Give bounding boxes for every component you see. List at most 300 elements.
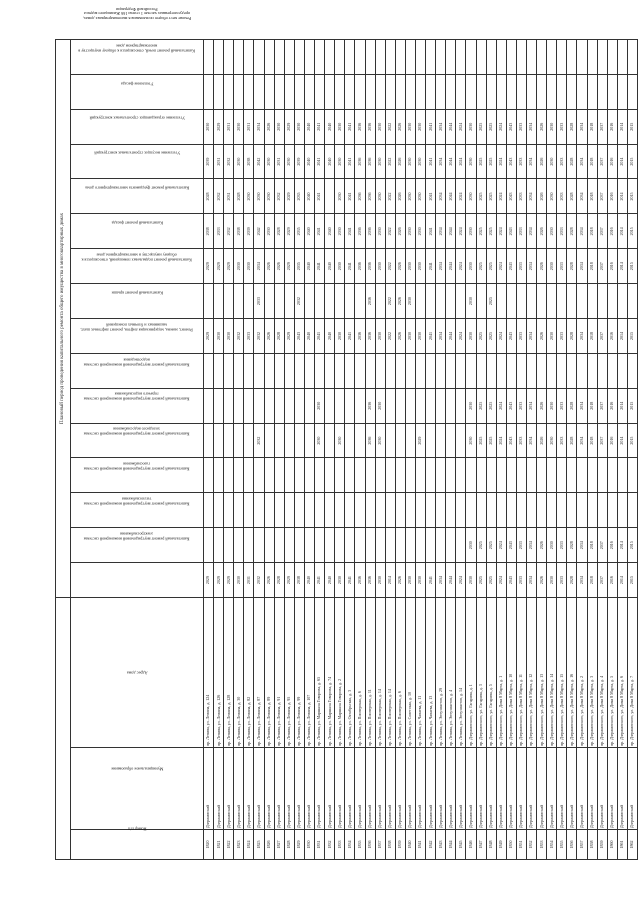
row-work-year: 2043 [506, 179, 516, 214]
row-work-year: 2026 [395, 109, 405, 144]
row-work-year [294, 458, 304, 493]
row-work-year [577, 74, 587, 109]
row-work-year [264, 39, 274, 74]
row-work-year [476, 39, 486, 74]
row-work-year [486, 458, 496, 493]
table-row [274, 39, 284, 859]
row-municipality: Дзержинский [567, 748, 577, 830]
row-number: 1845 [456, 830, 466, 860]
row-work-year [294, 388, 304, 423]
row-work-year [436, 388, 446, 423]
row-work-year: 2041 [426, 144, 436, 179]
row-work-year: 2030 [335, 179, 345, 214]
row-work-year [365, 493, 375, 528]
table-row [527, 39, 537, 859]
table-row [405, 39, 415, 859]
row-number: 1854 [547, 830, 557, 860]
row-work-year [304, 39, 314, 74]
row-work-year: 2035 [294, 179, 304, 214]
row-address: пр. Ленина, ул. Октябрьская, д. 3 [345, 598, 355, 748]
row-work-year: 2034 [577, 109, 587, 144]
row-work-year [294, 353, 304, 388]
table-row [627, 39, 637, 859]
row-work-year: 2034 [577, 144, 587, 179]
row-municipality: Дзержинский [355, 748, 365, 830]
row-work-year: 2041 [315, 563, 325, 598]
row-work-year [345, 353, 355, 388]
row-work-year [204, 284, 214, 319]
row-work-year [325, 423, 335, 458]
row-work-year: 2026 [537, 214, 547, 249]
row-work-year [426, 423, 436, 458]
table-title: Плановый период проведения капитального ремонта общего имущества в многоквартирных домах [56, 39, 71, 597]
row-work-year [244, 528, 254, 563]
row-work-year [325, 284, 335, 319]
row-work-year [426, 528, 436, 563]
row-work-year [274, 74, 284, 109]
row-work-year: 2030 [264, 179, 274, 214]
row-work-year: 2036 [355, 319, 365, 354]
row-work-year: 2029 [284, 179, 294, 214]
row-work-year: 2018 [587, 249, 597, 284]
row-work-year [597, 458, 607, 493]
row-address: пр. Ленина, ул. Маршала Говорова, д. 65 [315, 598, 325, 748]
row-work-year: 2030 [284, 144, 294, 179]
row-municipality: Дзержинский [335, 748, 345, 830]
row-work-year: 2031 [214, 144, 224, 179]
row-work-year: 2018 [587, 179, 597, 214]
row-work-year: 2033 [516, 388, 526, 423]
row-work-year: 2026 [264, 249, 274, 284]
row-work-year: 2037 [597, 249, 607, 284]
row-work-year: 2038 [234, 214, 244, 249]
row-work-year [224, 353, 234, 388]
row-work-year [224, 39, 234, 74]
row-work-year [466, 458, 476, 493]
row-work-year: 2024 [496, 423, 506, 458]
row-work-year: 2026 [395, 249, 405, 284]
row-work-year: 2022 [385, 179, 395, 214]
row-work-year: 2030 [234, 249, 244, 284]
row-work-year: 2036 [365, 284, 375, 319]
row-number: 1820 [204, 830, 214, 860]
row-work-year [304, 458, 314, 493]
row-work-year: 2029 [284, 214, 294, 249]
table-row [496, 39, 506, 859]
row-address: пр. Ленина, ул. Маршала Говорова, д. 2 [335, 598, 345, 748]
row-work-year: 2028 [567, 249, 577, 284]
row-work-year: 2024 [496, 388, 506, 423]
row-municipality: Дзержинский [375, 748, 385, 830]
row-number: 1862 [627, 830, 637, 860]
row-work-year: 2030 [547, 179, 557, 214]
row-work-year: 2043 [506, 563, 516, 598]
row-work-year [557, 284, 567, 319]
row-work-year: 2028 [567, 109, 577, 144]
row-work-year: 2041 [315, 249, 325, 284]
row-work-year: 2033 [244, 319, 254, 354]
row-work-year [607, 284, 617, 319]
row-work-year: 2026 [537, 109, 547, 144]
row-work-year: 2018 [587, 563, 597, 598]
row-work-year [274, 284, 284, 319]
row-number: 1826 [264, 830, 274, 860]
row-work-year [284, 388, 294, 423]
row-work-year: 2025 [486, 179, 496, 214]
row-work-year: 2041 [426, 319, 436, 354]
row-work-year: 2037 [597, 109, 607, 144]
row-work-year: 2033 [516, 423, 526, 458]
row-work-year [244, 423, 254, 458]
row-number: 1860 [607, 830, 617, 860]
row-work-year: 2034 [436, 249, 446, 284]
row-work-year: 2038 [204, 214, 214, 249]
table-row [224, 39, 234, 859]
row-number: 1842 [426, 830, 436, 860]
header-work-label: Капитальный ремонт внутридомовой инженерной системы теплоснабжения [84, 497, 190, 507]
row-work-year [446, 528, 456, 563]
row-work-year [254, 353, 264, 388]
row-work-year [506, 284, 516, 319]
row-work-year [355, 39, 365, 74]
row-municipality: Дзержинский [345, 748, 355, 830]
row-work-year [365, 528, 375, 563]
row-work-year: 2033 [516, 109, 526, 144]
row-work-year: 2033 [516, 144, 526, 179]
row-address: пр. Дзержинского, ул. Дома 8 Марта, д. 7 [627, 598, 637, 748]
row-work-year [224, 388, 234, 423]
row-work-year: 2040 [304, 563, 314, 598]
row-work-year [405, 493, 415, 528]
row-work-year: 2041 [315, 144, 325, 179]
row-work-year [617, 39, 627, 74]
row-number: 1855 [557, 830, 567, 860]
row-work-year [587, 284, 597, 319]
row-municipality: Дзержинский [395, 748, 405, 830]
row-work-year [284, 458, 294, 493]
row-work-year [294, 493, 304, 528]
row-work-year [244, 39, 254, 74]
row-work-year [456, 388, 466, 423]
row-work-year [254, 388, 264, 423]
row-work-year [385, 74, 395, 109]
row-work-year: 2015 [627, 214, 637, 249]
row-municipality: Дзержинский [516, 748, 526, 830]
row-work-year [607, 74, 617, 109]
row-work-year [345, 74, 355, 109]
row-work-year [415, 493, 425, 528]
header-work-label: Ремонт мест общего пользования в многоквартирных домах, предусмотренных частью 1 статьи 166 Жилищного кодекса Российской Федерации [82, 6, 192, 21]
row-work-year: 2030 [415, 563, 425, 598]
row-work-year [355, 458, 365, 493]
row-work-year: 2030 [405, 214, 415, 249]
row-work-year [415, 284, 425, 319]
row-work-year [456, 423, 466, 458]
row-work-year: 2028 [567, 319, 577, 354]
row-work-year [466, 39, 476, 74]
row-work-year: 2024 [496, 249, 506, 284]
row-work-year [345, 458, 355, 493]
row-number: 1852 [527, 830, 537, 860]
header-work-label: Капитальный ремонт внутридомовой инженерной системы горячего водоснабжения [84, 392, 190, 403]
row-number: 1831 [315, 830, 325, 860]
row-work-year [436, 423, 446, 458]
row-work-year: 2029 [224, 249, 234, 284]
row-work-year [335, 388, 345, 423]
row-work-year: 2016 [607, 144, 617, 179]
row-work-year [395, 493, 405, 528]
row-work-year [627, 353, 637, 388]
row-work-year: 2030 [466, 109, 476, 144]
row-work-year: 2044 [446, 249, 456, 284]
row-municipality: Дзержинский [537, 748, 547, 830]
row-work-year: 2030 [466, 144, 476, 179]
row-work-year [516, 458, 526, 493]
row-number: 1834 [345, 830, 355, 860]
row-work-year [597, 284, 607, 319]
row-work-year: 2030 [415, 179, 425, 214]
row-work-year: 2030 [274, 109, 284, 144]
row-number: 1838 [385, 830, 395, 860]
row-work-year [204, 423, 214, 458]
row-work-year [264, 493, 274, 528]
row-work-year: 2025 [476, 528, 486, 563]
row-work-year [486, 39, 496, 74]
row-work-year: 2026 [264, 563, 274, 598]
row-work-year: 2033 [557, 214, 567, 249]
row-work-year [294, 528, 304, 563]
row-work-year: 2015 [627, 528, 637, 563]
row-work-year [234, 39, 244, 74]
row-work-year [496, 39, 506, 74]
row-work-year: 2029 [204, 563, 214, 598]
row-work-year [224, 528, 234, 563]
row-work-year [415, 353, 425, 388]
row-address: пр. Ленина, ул. Пионерская, д. 14 [385, 598, 395, 748]
row-work-year [264, 388, 274, 423]
row-municipality: Дзержинский [476, 748, 486, 830]
row-work-year [506, 74, 516, 109]
row-work-year [476, 284, 486, 319]
row-work-year [436, 284, 446, 319]
row-work-year: 2026 [537, 423, 547, 458]
row-work-year [264, 353, 274, 388]
row-work-year [254, 493, 264, 528]
row-work-year [527, 493, 537, 528]
row-work-year [345, 423, 355, 458]
row-work-year: 2032 [254, 563, 264, 598]
row-number: 1858 [587, 830, 597, 860]
row-work-year: 2014 [617, 249, 627, 284]
row-work-year: 2036 [365, 388, 375, 423]
row-work-year: 2039 [294, 144, 304, 179]
row-work-year [315, 74, 325, 109]
row-work-year: 2034 [527, 563, 537, 598]
row-work-year [587, 458, 597, 493]
row-work-year: 2026 [264, 319, 274, 354]
row-work-year [315, 353, 325, 388]
row-work-year: 2030 [224, 319, 234, 354]
row-work-year [496, 458, 506, 493]
row-work-year: 2030 [234, 109, 244, 144]
row-work-year: 2025 [476, 563, 486, 598]
row-work-year [476, 74, 486, 109]
row-work-year [234, 423, 244, 458]
table-row [557, 39, 567, 859]
row-address: пр. Ленина, ул. Ленина, д. 128 [224, 598, 234, 748]
row-work-year: 2024 [496, 109, 506, 144]
row-work-year: 2014 [617, 563, 627, 598]
row-work-year [617, 74, 627, 109]
row-work-year: 2030 [415, 109, 425, 144]
row-number: 1840 [405, 830, 415, 860]
row-work-year: 2025 [476, 319, 486, 354]
row-work-year: 2025 [476, 144, 486, 179]
row-municipality: Дзержинский [325, 748, 335, 830]
row-work-year: 2026 [395, 563, 405, 598]
row-work-year: 2030 [415, 214, 425, 249]
row-work-year [325, 458, 335, 493]
row-work-year [214, 528, 224, 563]
row-work-year: 2016 [607, 214, 617, 249]
row-work-year [264, 423, 274, 458]
row-work-year [415, 458, 425, 493]
row-work-year: 2016 [607, 109, 617, 144]
table-row [436, 39, 446, 859]
row-work-year: 2014 [617, 144, 627, 179]
row-work-year [224, 74, 234, 109]
row-municipality: Дзержинский [426, 748, 436, 830]
row-number: 1846 [466, 830, 476, 860]
row-work-year [506, 353, 516, 388]
row-work-year: 2014 [617, 179, 627, 214]
row-work-year: 2028 [567, 423, 577, 458]
row-work-year: 2030 [375, 179, 385, 214]
row-work-year: 2030 [375, 249, 385, 284]
row-work-year [355, 493, 365, 528]
row-work-year [375, 284, 385, 319]
table-row [446, 39, 456, 859]
row-municipality: Дзержинский [204, 748, 214, 830]
row-work-year: 2030 [335, 249, 345, 284]
row-number: 1836 [365, 830, 375, 860]
row-work-year [476, 493, 486, 528]
row-work-year: 2044 [446, 214, 456, 249]
row-work-year [345, 284, 355, 319]
row-work-year: 2030 [335, 423, 345, 458]
row-work-year: 2030 [234, 144, 244, 179]
row-work-year [405, 528, 415, 563]
row-address: пр. Ленина, ул. Ленина, д. 30 [234, 598, 244, 748]
row-work-year: 2034 [577, 179, 587, 214]
row-municipality: Дзержинский [315, 748, 325, 830]
row-work-year [446, 388, 456, 423]
header-municipality [71, 748, 204, 830]
row-work-year: 2032 [254, 423, 264, 458]
row-municipality: Дзержинский [587, 748, 597, 830]
row-work-year [204, 39, 214, 74]
row-work-year [446, 353, 456, 388]
row-work-year: 2043 [506, 109, 516, 144]
row-number: 1857 [577, 830, 587, 860]
table-row [456, 39, 466, 859]
table-row [294, 39, 304, 859]
row-work-year [426, 458, 436, 493]
row-work-year: 2040 [304, 319, 314, 354]
row-work-year: 2030 [234, 563, 244, 598]
row-work-year [405, 74, 415, 109]
row-work-year: 2030 [547, 249, 557, 284]
row-work-year: 2044 [446, 109, 456, 144]
row-work-year: 2030 [204, 109, 214, 144]
row-work-year: 2030 [335, 319, 345, 354]
row-work-year [355, 388, 365, 423]
row-work-year [254, 528, 264, 563]
row-address: пр. Дзержинского, ул. Дома 8 Марта, д. 3 [587, 598, 597, 748]
row-municipality: Дзержинский [446, 748, 456, 830]
row-address: пр. Ленина, ул. Ленина, д. 89 [264, 598, 274, 748]
row-work-year [325, 353, 335, 388]
row-work-year: 2040 [304, 214, 314, 249]
row-work-year [446, 74, 456, 109]
table-row [365, 39, 375, 859]
row-work-year [446, 423, 456, 458]
row-work-year [486, 74, 496, 109]
row-work-year [335, 353, 345, 388]
row-municipality: Дзержинский [365, 748, 375, 830]
row-work-year [537, 39, 547, 74]
row-work-year [204, 353, 214, 388]
row-work-year [365, 74, 375, 109]
row-work-year: 2036 [355, 214, 365, 249]
row-work-year: 2030 [466, 249, 476, 284]
row-work-year: 2030 [547, 423, 557, 458]
row-work-year [335, 39, 345, 74]
row-work-year [516, 284, 526, 319]
row-work-year [426, 39, 436, 74]
row-work-year [627, 493, 637, 528]
table-row [577, 39, 587, 859]
row-municipality: Дзержинский [557, 748, 567, 830]
row-work-year: 2036 [365, 214, 375, 249]
row-work-year: 2028 [567, 214, 577, 249]
row-work-year: 2032 [234, 319, 244, 354]
row-work-year: 2030 [405, 249, 415, 284]
row-work-year [466, 493, 476, 528]
row-municipality: Дзержинский [264, 748, 274, 830]
row-work-year [627, 39, 637, 74]
row-work-year: 2025 [476, 388, 486, 423]
row-work-year: 2014 [617, 528, 627, 563]
row-work-year: 2041 [426, 179, 436, 214]
row-work-year: 2024 [496, 214, 506, 249]
row-municipality: Дзержинский [486, 748, 496, 830]
row-work-year [426, 353, 436, 388]
row-work-year: 2037 [597, 214, 607, 249]
row-work-year: 2014 [617, 214, 627, 249]
row-work-year: 2036 [365, 319, 375, 354]
rotated-sheet [55, 6, 635, 860]
row-number: 1850 [506, 830, 516, 860]
row-work-year [537, 458, 547, 493]
row-work-year [204, 528, 214, 563]
row-municipality: Дзержинский [304, 748, 314, 830]
row-work-year: 2028 [567, 528, 577, 563]
row-work-year: 2034 [436, 109, 446, 144]
row-work-year: 2040 [325, 109, 335, 144]
row-work-year: 2031 [224, 109, 234, 144]
row-work-year [516, 353, 526, 388]
